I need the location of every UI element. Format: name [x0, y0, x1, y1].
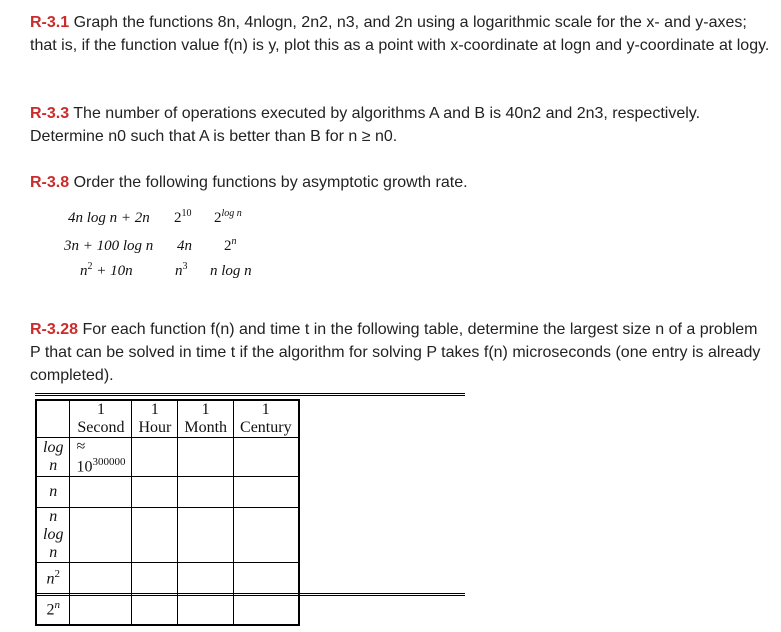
table-row — [36, 563, 299, 594]
table-cell — [70, 508, 132, 563]
header-1-second: 1 Second — [70, 400, 132, 438]
problem-text: For each function f(n) and time t in the following table, determine the largest size n of a problem P that can be solved in time t if the algorithm for solving P takes f(n) microseconds (one entry is already completed). — [30, 321, 761, 384]
table-cell — [234, 438, 299, 477]
header-1-month: 1 Month — [178, 400, 234, 438]
problem-text: Order the following functions by asymptotic growth rate. — [73, 174, 468, 191]
table-cell — [132, 563, 178, 594]
problem-id: R-3.1 — [30, 14, 70, 31]
problem-r-3-3 — [30, 102, 770, 148]
cell-filled: ≈ $10^{300000}$ — [70, 438, 132, 477]
table-header-row — [36, 400, 299, 438]
table-cell — [70, 477, 132, 508]
problem-r-3-8 — [30, 171, 770, 194]
table-row — [36, 477, 299, 508]
table-cell — [70, 563, 132, 594]
problem-text: The number of operations executed by algorithms A and B is 40n2 and 2n3, respectively. Determine n0 such that A is better than B for n ≥ n0. — [30, 105, 701, 145]
table-cell — [234, 594, 299, 626]
table-row — [36, 508, 299, 563]
table-cell — [132, 508, 178, 563]
top-rule-second — [35, 395, 465, 396]
header-blank-cell — [36, 400, 70, 438]
function-4nlogn-2n: 4n log n + 2n — [68, 210, 150, 226]
problem-id: R-3.28 — [30, 321, 79, 338]
table-cell — [132, 438, 178, 477]
table-cell — [132, 477, 178, 508]
top-rule — [35, 393, 465, 394]
row-label-nlogn: n log n — [36, 508, 70, 563]
table-cell — [234, 563, 299, 594]
row-label-2-pow-n: 2$^n$ — [36, 594, 70, 626]
row-label-n: n — [36, 477, 70, 508]
problem-id: R-3.3 — [30, 105, 70, 122]
table-cell — [178, 594, 234, 626]
header-1-century: 1 Century — [234, 400, 299, 438]
function-n2-10n: $n^2 + 10n$ — [80, 261, 133, 279]
function-4n: 4n — [177, 238, 192, 254]
function-2-pow-logn: $2^{log n}$ — [214, 208, 242, 226]
table-row — [36, 438, 299, 477]
problem-r-3-1 — [30, 11, 770, 57]
bottom-rule — [35, 593, 465, 594]
table-cell — [178, 477, 234, 508]
function-2-pow-n: 2$^n$ — [224, 236, 237, 254]
problem-r-3-28 — [30, 318, 770, 387]
table-cell — [178, 508, 234, 563]
function-3n-100logn: 3n + 100 log n — [64, 238, 154, 254]
problem-id: R-3.8 — [30, 174, 70, 191]
row-label-n-squared: $n^2$ — [36, 563, 70, 594]
function-2-pow-10: $2^{10}$ — [174, 208, 192, 226]
table-cell — [132, 594, 178, 626]
bottom-rule-second — [35, 595, 465, 596]
table-cell — [178, 438, 234, 477]
table-cell — [178, 563, 234, 594]
function-n-cubed: $n^3$ — [175, 261, 188, 279]
row-label-logn: log n — [36, 438, 70, 477]
header-1-hour: 1 Hour — [132, 400, 178, 438]
problem-text: Graph the functions 8n, 4nlogn, 2n2, n3, and 2n using a logarithmic scale for the x- and y-axes; that is, if the function value f(n) is y, plot this as a point with x-coordinate at logn and y-coordinate at logy. — [30, 14, 770, 54]
function-nlogn: n log n — [210, 263, 252, 279]
table-cell — [234, 477, 299, 508]
table-row — [36, 594, 299, 626]
table-cell — [234, 508, 299, 563]
table-cell — [70, 594, 132, 626]
